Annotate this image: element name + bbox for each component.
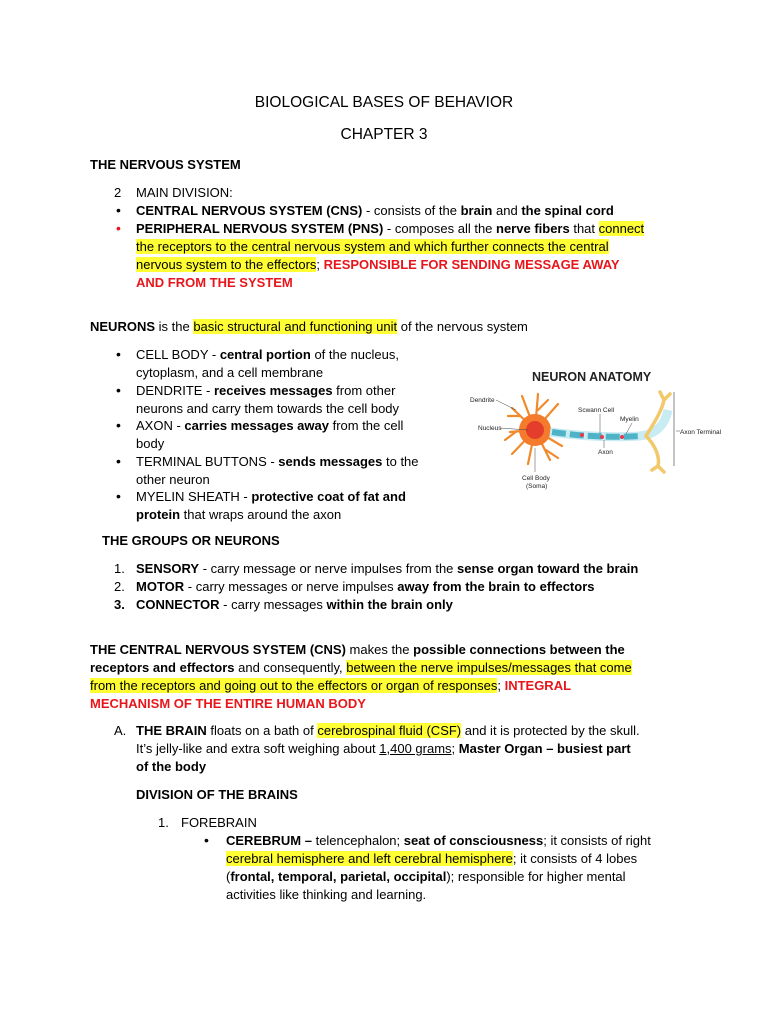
section-heading-nervous-system: THE NERVOUS SYSTEM (90, 157, 241, 172)
bullet: • (116, 488, 121, 504)
division-number: 2 (114, 185, 122, 200)
pns-definition: PERIPHERAL NERVOUS SYSTEM (PNS) - composes all the nerve fibers that connect the receptors to the central nervous system and which further connects the central nervous system to the effectors; RESPONSIBLE FOR SENDING MESSAGE AWAY AND FROM THE SYSTEM (136, 221, 645, 290)
bullet-pns: • (116, 220, 121, 236)
forebrain-label: FOREBRAIN (181, 815, 257, 830)
group-sensory: SENSORY - carry message or nerve impulses from the sense organ toward the brain (136, 561, 639, 576)
neuron-part-cell-body: CELL BODY - central portion of the nucleus, cytoplasm, and a cell membrane (136, 347, 399, 380)
list-number: 1. (158, 815, 169, 830)
neuron-part-axon: AXON - carries messages away from the cell body (136, 418, 404, 451)
group-motor: MOTOR - carry messages or nerve impulses away from the brain to effectors (136, 579, 595, 594)
section-heading-groups: THE GROUPS OR NEURONS (102, 533, 280, 548)
bullet: • (116, 346, 121, 362)
label-schwann-cell: Scwann Cell (578, 407, 615, 414)
label-cell-body: Cell Body (522, 475, 550, 482)
bullet: • (116, 382, 121, 398)
bullet-cns: • (116, 202, 121, 218)
list-number: 1. (114, 561, 125, 576)
cns-section-paragraph: THE CENTRAL NERVOUS SYSTEM (CNS) makes the possible connections between the receptors and effectors and consequently, between the nerve impulses/messages that come from the receptors and going out to the effectors or organ of responses; INTEGRAL MECHANISM OF THE ENTIRE HUMAN BODY (90, 642, 632, 711)
cns-definition: CENTRAL NERVOUS SYSTEM (CNS) - consists of the brain and the spinal cord (136, 203, 614, 218)
brain-paragraph: THE BRAIN floats on a bath of cerebrospinal fluid (CSF) and it is protected by the skull. It’s jelly-like and extra soft weighing about 1,400 grams; Master Organ – busiest part of the body (136, 723, 640, 774)
cerebrum-paragraph: CEREBRUM – telencephalon; seat of consciousness; it consists of right cerebral hemisphere and left cerebral hemisphere; it consists of 4 lobes (frontal, temporal, parietal, occipital); responsible for higher mental activities like thinking and learning. (226, 833, 651, 902)
label-myelin: Myelin (620, 416, 639, 423)
nucleus (526, 421, 544, 439)
label-soma: (Soma) (526, 483, 548, 490)
document-title: BIOLOGICAL BASES OF BEHAVIOR (254, 94, 514, 111)
list-number: 3. (114, 597, 125, 612)
bullet: • (116, 453, 121, 469)
division-label: MAIN DIVISION: (136, 185, 233, 200)
neurons-definition: NEURONS is the basic structural and functioning unit of the nervous system (90, 319, 528, 334)
group-connector: CONNECTOR - carry messages within the brain only (136, 597, 453, 612)
list-number: 2. (114, 579, 125, 594)
axon (550, 410, 668, 437)
label-axon: Axon (598, 449, 613, 456)
neuron-part-myelin-sheath: MYELIN SHEATH - protective coat of fat and protein that wraps around the axon (136, 489, 406, 522)
list-letter: A. (114, 723, 127, 738)
bullet: • (116, 417, 121, 433)
neuron-part-dendrite: DENDRITE - receives messages from other neurons and carry them towards the cell body (136, 383, 400, 416)
label-dendrite: Dendrite (470, 397, 495, 404)
chapter-label: CHAPTER 3 (340, 126, 428, 143)
neuron-anatomy-figure (450, 350, 740, 500)
label-axon-terminal: Axon Terminal (680, 429, 722, 436)
bullet: • (204, 832, 209, 848)
label-nucleus: Nucleus (478, 425, 502, 432)
section-heading-division: DIVISION OF THE BRAINS (136, 787, 298, 802)
figure-title: NEURON ANATOMY (532, 370, 652, 384)
neuron-part-terminal-buttons: TERMINAL BUTTONS - sends messages to the other neuron (136, 454, 419, 487)
